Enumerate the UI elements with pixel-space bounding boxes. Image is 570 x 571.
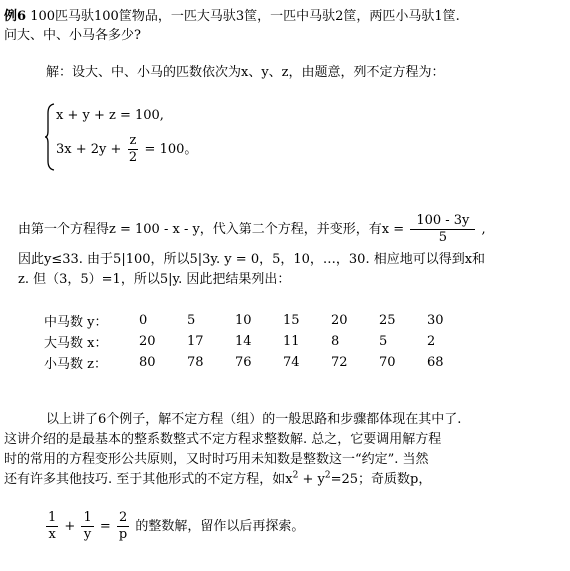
step-1-end: ,	[481, 222, 486, 237]
step-1-text: 由第一个方程得z = 100 - x - y，代入第二个方程，并变形，有x =	[18, 222, 405, 237]
summary-line-3: 时的常用的方程变形公共原则，又时时巧用未知数是整数这一“约定”. 当然	[4, 452, 429, 467]
equation-2-left: 3x + 2y +	[56, 142, 122, 157]
left-brace-icon	[44, 103, 56, 171]
example-label: 例6	[4, 9, 27, 24]
table-cell: 78	[187, 355, 204, 370]
final-tail: 的整数解，留作以后再探索。	[135, 519, 305, 534]
fraction-numerator: 100 - 3y	[410, 213, 475, 230]
fraction-numerator: 1	[48, 510, 57, 525]
table-cell: 17	[187, 334, 204, 349]
fraction-numerator: 1	[83, 510, 92, 525]
fraction-denominator: 2	[128, 150, 138, 165]
table-cell: 8	[331, 334, 340, 349]
summary-line-4-a: 还有许多其他技巧. 至于其他形式的不定方程，如x	[4, 472, 293, 487]
exponent: 2	[324, 470, 331, 481]
fraction-denominator: p	[118, 527, 128, 542]
fraction-numerator: 2	[118, 510, 128, 525]
summary-line-1: 以上讲了6个例子，解不定方程（组）的一般思路和步骤都体现在其中了.	[46, 412, 462, 427]
table-cell: 11	[283, 334, 300, 349]
problem-text-1: 100匹马驮100筐物品，一匹大马驮3筐，一匹中马驮2筐，两匹小马驮1筐.	[30, 9, 460, 24]
table-cell: 5	[379, 334, 388, 349]
results-table	[44, 310, 475, 373]
table-cell: 20	[331, 313, 348, 328]
solution-intro: 解：设大、中、小马的匹数依次为x、y、z，由题意，列不定方程为：	[46, 65, 445, 80]
table-cell: 20	[139, 334, 156, 349]
equation-2-right: = 100。	[144, 142, 198, 157]
problem-line-1	[4, 8, 460, 26]
table-cell: 30	[427, 313, 444, 328]
table-cell: 10	[235, 313, 252, 328]
equation-1: x + y + z = 100,	[56, 108, 164, 123]
summary-line-4	[4, 471, 431, 489]
step-1	[18, 213, 486, 247]
table-cell: 68	[427, 355, 444, 370]
table-cell: 14	[235, 334, 252, 349]
fraction-z-over-2	[128, 133, 139, 166]
table-row	[44, 310, 475, 331]
table-cell: 70	[379, 355, 396, 370]
equation-2	[56, 133, 197, 167]
fraction-1-over-y	[81, 510, 93, 543]
fraction-x-value	[410, 213, 475, 246]
row-label: 小马数 z：	[44, 357, 107, 372]
summary-line-4-b: + y	[298, 472, 325, 487]
final-equation	[44, 509, 304, 545]
table-cell: 5	[187, 313, 196, 328]
table-cell: 76	[235, 355, 252, 370]
table-cell: 80	[139, 355, 156, 370]
table-cell: 25	[379, 313, 396, 328]
fraction-1-over-x	[46, 510, 58, 543]
table-row	[44, 352, 475, 373]
fraction-denominator: x	[48, 527, 56, 542]
summary-line-4-c: =25；奇质数p，	[330, 472, 432, 487]
fraction-numerator: z	[129, 133, 137, 148]
summary-line-2: 这讲介绍的是最基本的整系数整式不定方程求整数解. 总之，它要调用解方程	[4, 432, 442, 447]
equals-sign: =	[99, 519, 111, 534]
table-row	[44, 331, 475, 352]
plus-sign: +	[64, 519, 76, 534]
fraction-denominator: y	[83, 527, 92, 542]
table-cell: 2	[427, 334, 436, 349]
step-2: 因此y≤33. 由于5|100，所以5|3y. y = 0，5，10，…，30. 相应地可以得到x和	[18, 252, 486, 267]
row-label: 大马数 x：	[44, 336, 108, 351]
problem-line-2: 问大、中、小马各多少?	[4, 28, 141, 43]
table-cell: 74	[283, 355, 300, 370]
row-label: 中马数 y：	[44, 315, 108, 330]
step-3: z. 但（3，5）=1，所以5|y. 因此把结果列出：	[18, 272, 291, 287]
fraction-denominator: 5	[438, 230, 447, 245]
exponent: 2	[292, 470, 299, 481]
fraction-2-over-p	[117, 510, 129, 543]
table-cell: 0	[139, 313, 148, 328]
table-cell: 72	[331, 355, 348, 370]
table-cell: 15	[283, 313, 300, 328]
